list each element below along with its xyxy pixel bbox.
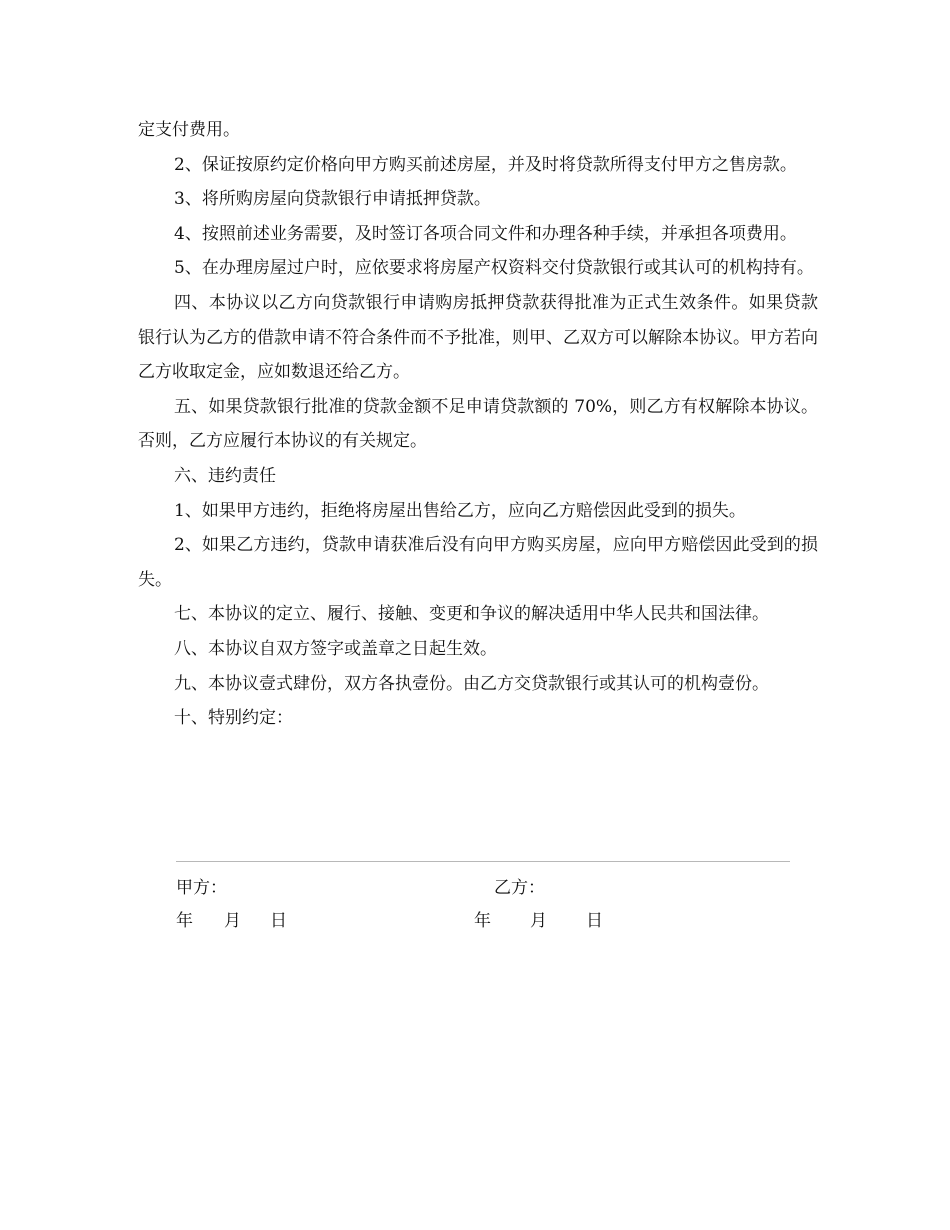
contract-body	[138, 113, 818, 736]
date-month-label: 月	[224, 911, 241, 931]
date-year-label: 年	[176, 911, 193, 931]
date-day-label: 日	[270, 911, 287, 931]
paragraph-section-4: 四、本协议以乙方向贷款银行申请购房抵押贷款获得批准为正式生效条件。如果贷款银行认为乙方的借款申请不符合条件而不予批准，则甲、乙双方可以解除本协议。甲方若向乙方收取定金，应如数退还给乙方。	[138, 292, 818, 383]
paragraph-section-8: 八、本协议自双方签字或盖章之日起生效。	[174, 638, 497, 659]
paragraph-section-5: 五、如果贷款银行批准的贷款金额不足申请贷款额的 70%，则乙方有权解除本协议。否则，乙方应履行本协议的有关规定。	[138, 396, 818, 452]
party-a-date	[176, 909, 287, 933]
paragraph-breach-party-b: 2、如果乙方违约，贷款申请获准后没有向甲方购买房屋，应向甲方赔偿因此受到的损失。	[138, 535, 818, 590]
date-year-label: 年	[474, 911, 491, 931]
party-b-signature-label: 乙方：	[494, 878, 545, 898]
paragraph-breach-party-a: 1、如果甲方违约，拒绝将房屋出售给乙方，应向乙方赔偿因此受到的损失。	[174, 500, 746, 521]
paragraph-clause-2: 2、保证按原约定价格向甲方购买前述房屋，并及时将贷款所得支付甲方之售房款。	[174, 154, 797, 175]
paragraph-clause-3: 3、将所购房屋向贷款银行申请抵押贷款。	[174, 189, 491, 210]
party-a-signature-label: 甲方：	[176, 878, 227, 898]
paragraph-clause-4: 4、按照前述业务需要，及时签订各项合同文件和办理各种手续，并承担各项费用。	[174, 223, 797, 244]
special-terms-line	[176, 861, 790, 862]
date-day-label: 日	[586, 911, 603, 931]
heading-breach-liability: 六、违约责任	[174, 465, 276, 486]
party-b-date	[474, 909, 603, 933]
paragraph-section-9: 九、本协议壹式肆份，双方各执壹份。由乙方交贷款银行或其认可的机构壹份。	[174, 673, 769, 694]
paragraph-section-7: 七、本协议的定立、履行、接触、变更和争议的解决适用中华人民共和国法律。	[174, 604, 769, 625]
paragraph-section-10: 十、特别约定：	[174, 708, 293, 729]
paragraph-clause-5: 5、在办理房屋过户时，应依要求将房屋产权资料交付贷款银行或其认可的机构持有。	[174, 258, 814, 279]
paragraph-continuation: 定支付费用。	[138, 120, 240, 140]
date-month-label: 月	[530, 911, 547, 931]
